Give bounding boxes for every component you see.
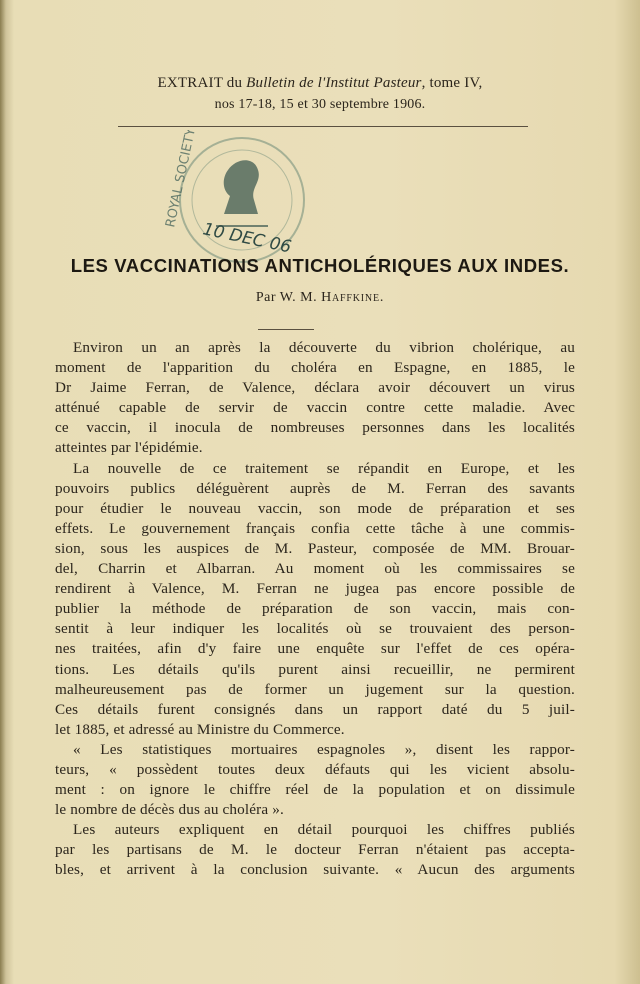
body-line: atteintes par l'épidémie. [55, 439, 203, 457]
body-line: nes traitées, afin d'y faire une enquête sur l'effet de ces opéra- [55, 640, 575, 658]
body-line: pour étudier le nouveau vaccin, son mode de préparation et ses [55, 499, 575, 517]
body-line: tions. Les détails qu'ils purent ainsi recueillir, ne permirent [55, 660, 575, 678]
header-rule [118, 126, 528, 127]
body-line: par les partisans de M. le docteur Ferran n'étaient pas accepta- [55, 841, 575, 859]
body-line: moment de l'apparition du choléra en Espagne, en 1885, le [55, 359, 575, 377]
stamp-top-text: ROYAL SOCIETY [163, 130, 199, 229]
body-line: sion, sous les auspices de M. Pasteur, composée de MM. Brouar- [55, 539, 575, 557]
body-line: le nombre de décès dus au choléra ». [55, 801, 284, 819]
library-stamp [158, 130, 326, 268]
byline [0, 290, 640, 306]
author-name: Haffkine. [321, 290, 385, 305]
stamp-graphic [158, 130, 326, 268]
body-line: bles, et arrivent à la conclusion suivante. « Aucun des arguments [55, 861, 575, 879]
byline-prefix: Par W. M. [255, 290, 322, 305]
body-line: pouvoirs publics déléguèrent auprès de M. Ferran des savants [55, 479, 575, 497]
article-body [55, 338, 575, 881]
body-line: « Les statistiques mortuaires espagnoles », disent les rappor- [73, 740, 575, 758]
body-line: Environ un an après la découverte du vibrion cholérique, au [73, 339, 575, 356]
body-line: atténué capable de servir de vaccin contre cette maladie. Avec [55, 399, 575, 417]
extract-prefix: EXTRAIT du [157, 75, 247, 91]
body-line: Les auteurs expliquent en détail pourquoi les chiffres publiés [73, 821, 575, 839]
body-line: ment : on ignore le chiffre réel de la population et on dissimule [55, 781, 575, 799]
extract-line [0, 72, 640, 94]
stamp-date: 10 DEC 06 [200, 219, 293, 258]
body-line: malheureusement pas de former un jugement sur la question. [55, 680, 575, 698]
title-rule [258, 329, 314, 330]
body-line: teurs, « possèdent toutes deux défauts qui les vicient absolu- [55, 760, 575, 778]
offprint-header [0, 72, 640, 116]
body-line: effets. Le gouvernement français confia cette tâche à une commis- [55, 519, 575, 537]
tome-number: , tome IV, [421, 75, 483, 91]
journal-name: Bulletin de l'Institut Pasteur [246, 75, 422, 91]
body-line: Dr Jaime Ferran, de Valence, déclara avoir découvert un virus [55, 379, 575, 397]
body-line: sentit à leur indiquer les localités où se trouvaient des person- [55, 620, 575, 638]
body-line: del, Charrin et Albarran. Au moment où les commissaires se [55, 560, 575, 578]
body-line: ce vaccin, il inocula de nombreuses personnes dans les localités [55, 419, 575, 437]
article-title: LES VACCINATIONS ANTICHOLÉRIQUES AUX INDES. [70, 255, 570, 276]
body-line: rendirent à Valence, M. Ferran ne jugea pas encore possible de [55, 580, 575, 598]
body-line: Ces détails furent consignés dans un rapport daté du 5 juil- [55, 700, 575, 718]
body-line: let 1885, et adressé au Ministre du Commerce. [55, 720, 345, 738]
body-line: La nouvelle de ce traitement se répandit en Europe, et les [73, 459, 575, 477]
issue-line: nos 17-18, 15 et 30 septembre 1906. [214, 97, 426, 112]
body-line: publier la méthode de préparation de son vaccin, mais con- [55, 600, 575, 618]
